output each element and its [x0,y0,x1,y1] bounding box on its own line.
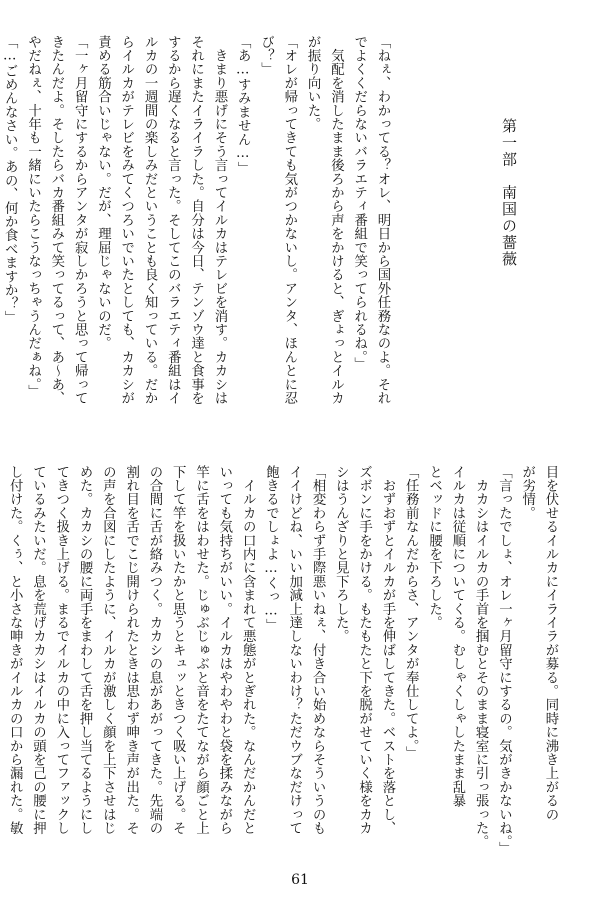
chapter-heading: 第一部 南国の薔薇 [500,118,518,268]
text-column-top: 「ねぇ、わかってる？オレ、明日から国外任務なのよ。それ でよくくだらないバラエティ番組で笑ってられるね。」 気配を消したまま後ろから声をかけると、ぎょっとイルカ が振り向いた。 「オレが帰ってきても気がつかないし。アンタ、ほんとに忍 び？」 「あ…すみません…」 きまり悪げにそう言ってイルカはテレビを消す。カカシは それにまたイライラした。自分は今日、テンゾウ達と食事を するから遅くなると言った。そしてこのバラエティ番組はイ ルカの一週間の楽しみだということも良く知っている。だか らイルカがテレビをみてくつろいでいたとしても、カカシが 責める筋合いじゃない。だが、理屈じゃないのだ。 「一ヶ月留守にするからアンタが寂しかろうと思って帰って きたんだよ。そしたらバカ番組みて笑ってるって、あ〜あ、 やだねぇ、十年も一緒にいたらこうなっちゃうんだぁね。」 「…ごめんなさい。あの、何か食べますか？」 [2,35,390,405]
page-number: 61 [291,872,309,888]
text-column-bottom: 目を伏せるイルカにイライラが募る。同時に沸き上がるの が劣情。 「言ったでしょ、オレ一ヶ月留守にするの。気がきかないね。」 カカシはイルカの手首を掴むとそのまま寝室に引っ張った。 イルカは従順についてくる。むしゃくしゃしたまま乱暴 とベッドに腰を下ろした。 「任務前なんだからさ、アンタが奉仕してよ。」 おずおずとイルカが手を伸ばしてきた。ベストを落とし、 ズボンに手をかける。もたもたと下を脱がせていく様をカカ シはうんざりと見下ろした。 「相変わらず手際悪いねぇ、付き合い始めならそういうのも イイけどね、いい加減上達しないわけ？ただウブなだけって 飽きるでしょよ…くっ…」 イルカの口内に含まれて悪態がとぎれた。なんだかんだと いっても気持ちがいい。イルカはやわやわと袋を揉みながら 竿に舌をはわせた。じゅぶじゅぶと音をたてながら顔ごと上 下して竿を扱いたかと思うとキュッときつく吸い上げる。そ の合間に舌が絡みつく。カカシの息があがってきた。先端の 割れ目を舌でこじ開けられたときは思わず呻き声が出た。そ の声を合図にしたように、イルカが激しく顔を上下させはじ めた。カカシの腰に両手をまわして舌を押し当てるようにし てきつく扱き上げる。まるでイルカの中に入ってファックし ているみたいだ。息を荒げカカシはイルカの頭を己の腰に押 し付けた。くぅ、と小さな呻きがイルカの口から漏れた。敏 [7,465,558,856]
